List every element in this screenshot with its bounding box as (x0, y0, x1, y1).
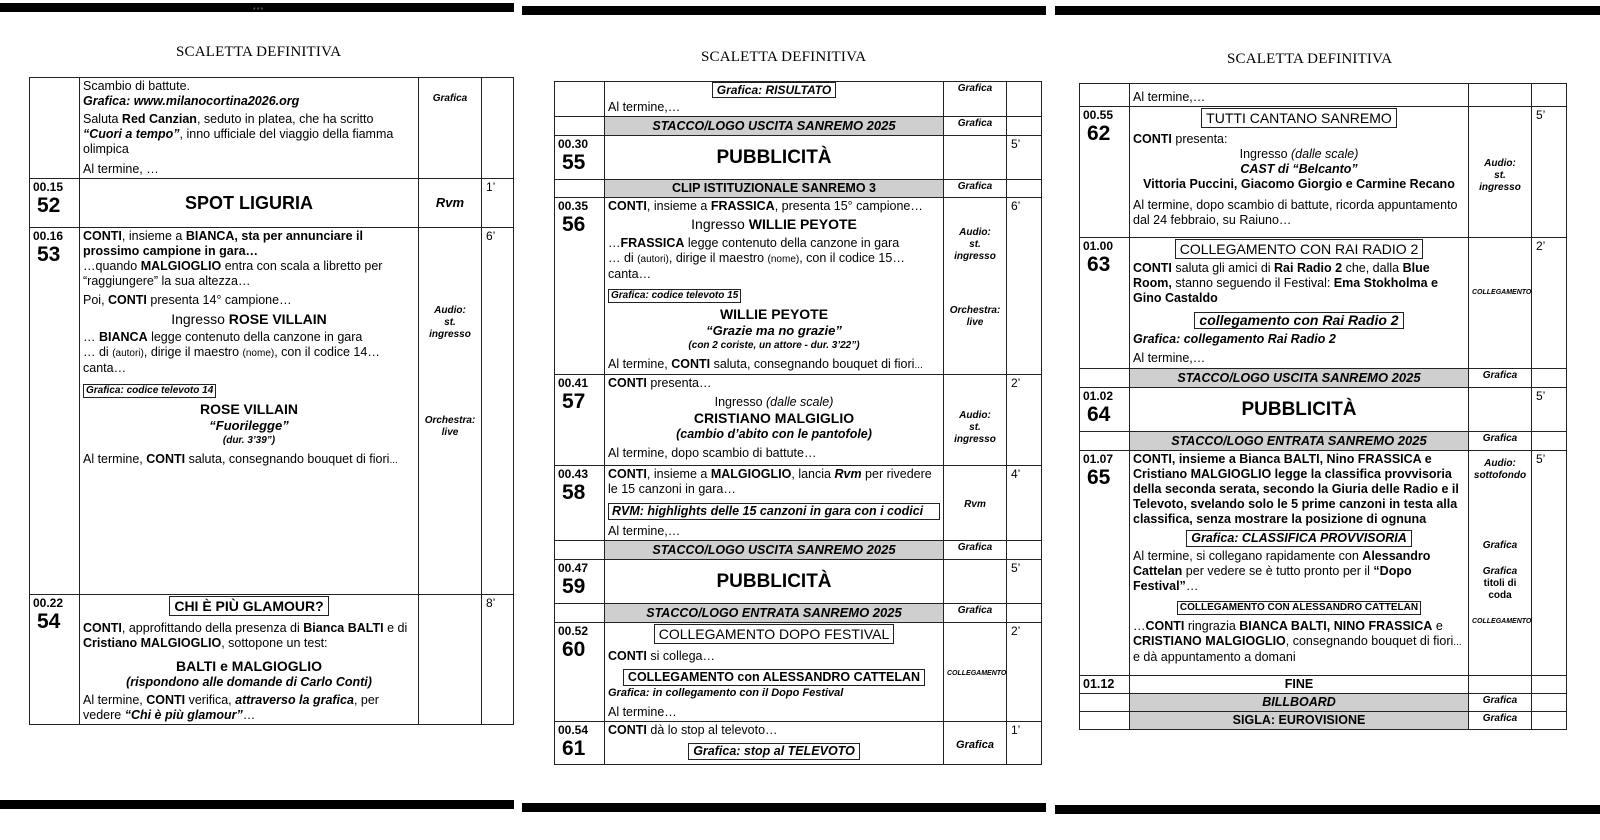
duration-cell (1007, 82, 1042, 117)
time-cell (555, 541, 605, 560)
segment-title: TUTTI CANTANO SANREMO (1201, 108, 1397, 128)
page1-bottom-rule (0, 800, 514, 809)
media-cell: Grafica (944, 180, 1007, 198)
time-cell: 00.54 61 (555, 722, 605, 765)
grafica-tag: Grafica: stop al TELEVOTO (688, 743, 860, 760)
clip-strip: CLIP ISTITUZIONALE SANREMO 3 (605, 180, 944, 198)
media-cell: Audio: st. ingresso (944, 375, 1007, 466)
text-line: Scambio di battute. (83, 79, 191, 93)
time-cell: 00.43 58 (555, 466, 605, 541)
table-row (1080, 676, 1567, 694)
media-cell: COLLEGAMENTO (1469, 238, 1532, 369)
media-cell (1469, 388, 1532, 432)
time-cell: 00.55 62 (1080, 107, 1130, 238)
table-row (555, 604, 1042, 623)
segment-title: COLLEGAMENTO DOPO FESTIVAL (654, 624, 895, 644)
duration-cell (1532, 432, 1567, 451)
time-cell (30, 78, 80, 179)
duration-cell: 1’ (482, 179, 514, 228)
time-cell: 00.16 53 (30, 228, 80, 595)
stacco-strip: STACCO/LOGO USCITA SANREMO 2025 (605, 117, 944, 136)
duration-cell: 6’ (1007, 198, 1042, 375)
stacco-strip: STACCO/LOGO ENTRATA SANREMO 2025 (1130, 432, 1469, 451)
duration-cell: 5’ (1007, 560, 1042, 604)
media-cell: Grafica (1469, 694, 1532, 712)
table-row (1080, 432, 1567, 451)
stacco-strip: STACCO/LOGO USCITA SANREMO 2025 (605, 541, 944, 560)
song-duration: (dur. 3’39”) (222, 435, 276, 446)
time-cell: 01.07 65 (1080, 451, 1130, 676)
media-cell (944, 136, 1007, 180)
link-tag: COLLEGAMENTO con ALESSANDRO CATTELAN (623, 669, 925, 686)
time-cell (1080, 84, 1130, 107)
link-tag: collegamento con Rai Radio 2 (1194, 312, 1403, 329)
duration-cell (1007, 541, 1042, 560)
time-cell (555, 180, 605, 198)
table-row (555, 541, 1042, 560)
song-note: (con 2 coriste, un attore - dur. 3’22”) (688, 340, 860, 351)
media-cell: Grafica (944, 82, 1007, 117)
table-row (555, 722, 1042, 765)
table-row (30, 595, 514, 725)
media-cell: Grafica (944, 117, 1007, 136)
page3-bottom-rule (1055, 805, 1600, 814)
media-cell: Audio: st. ingresso Orchestra: live (944, 198, 1007, 375)
media-cell: COLLEGAMENTO (944, 623, 1007, 722)
content-cell: CONTI, insieme a MALGIOGLIO, lancia Rvm per rivedere le 15 canzoni in gara… RVM: highlights delle 15 canzoni in gara con i codici Al termine,… (605, 466, 944, 541)
page-marker: *** (253, 7, 265, 14)
time-cell (1080, 694, 1130, 712)
media-cell: Audio: sottofondo Grafica Grafica titoli di coda COLLEGAMENTO (1469, 451, 1532, 676)
text-line: Saluta Red Canzian, seduto in platea, che ha scritto “Cuori a tempo”, inno ufficiale del viaggio della fiamma olimpica (83, 112, 394, 156)
media-cell: Rvm (944, 466, 1007, 541)
content-cell: TUTTI CANTANO SANREMO CONTI presenta: Ingresso (dalle scale) CAST di “Belcanto” Vittoria Puccini, Giacomo Giorgio e Carmine Recano Al termine, dopo scambio di battute, ricorda appuntamento dal 24 febbraio, su Raiuno… (1130, 107, 1469, 238)
rvm-tag: RVM: highlights delle 15 canzoni in gara con i codici (612, 504, 924, 518)
duration-cell (1007, 117, 1042, 136)
content-cell: CONTI, insieme a FRASSICA, presenta 15° campione… Ingresso WILLIE PEYOTE …FRASSICA legge contenuto della canzone in gara … di (autori), dirige il maestro (nome), con il codice 15… canta… Grafica: codice televoto 15 WILLIE PEYOTE “Grazie ma no grazie” (con 2 coriste, un attore - dur. 3’22”) Al termine, CONTI saluta, consegnando bouquet di fiori... (605, 198, 944, 375)
content-cell (80, 78, 419, 179)
grafica-tag: Grafica: CLASSIFICA PROVVISORIA (1186, 530, 1412, 547)
grafica-line: Grafica: www.milanocortina2026.org (83, 94, 300, 108)
grafica-tag: Grafica: RISULTATO (712, 82, 836, 98)
duration-cell: 5’ (1532, 451, 1567, 676)
media-cell: Rvm (419, 179, 482, 228)
time-cell: 00.15 52 (30, 179, 80, 228)
duration-cell (1532, 694, 1567, 712)
content-cell: SPOT LIGURIA (80, 179, 419, 228)
time-cell (555, 82, 605, 117)
time-cell (1080, 369, 1130, 388)
table-row (555, 180, 1042, 198)
sigla-strip: SIGLA: EUROVISIONE (1130, 712, 1469, 730)
time-cell: 00.47 59 (555, 560, 605, 604)
grafica-tag: Grafica: codice televoto 15 (608, 289, 741, 303)
time-cell (555, 117, 605, 136)
segment-title: CHI È PIÙ GLAMOUR? (169, 596, 328, 616)
time-cell: 01.02 64 (1080, 388, 1130, 432)
duration-cell: 6’ (482, 228, 514, 595)
stacco-strip: STACCO/LOGO USCITA SANREMO 2025 (1130, 369, 1469, 388)
duration-cell (1532, 712, 1567, 730)
duration-cell: 1’ (1007, 722, 1042, 765)
media-cell: Audio: st. ingresso Orchestra: live (419, 228, 482, 595)
table-row (30, 78, 514, 179)
page2-title: SCALETTA DEFINITIVA (701, 49, 867, 65)
table-row (1080, 84, 1567, 107)
page1-title: SCALETTA DEFINITIVA (176, 44, 342, 60)
content-cell: CONTI presenta… Ingresso (dalle scale) CRISTIANO MALGIGLIO (cambio d’abito con le pantofole) Al termine, dopo scambio di battute… (605, 375, 944, 466)
media-cell: Grafica (944, 604, 1007, 623)
content-cell: CONTI dà lo stop al televoto… Grafica: stop al TELEVOTO (605, 722, 944, 765)
media-cell: Grafica (419, 78, 482, 179)
media-cell (419, 595, 482, 725)
content-cell: COLLEGAMENTO CON RAI RADIO 2 CONTI saluta gli amici di Rai Radio 2 che, dalla Blue Room, stanno seguendo il Festival: Ema Stokholma e Gino Castaldo collegamento con Rai Radio 2 Grafica: collegamento Rai Radio 2 Al termine,… (1130, 238, 1469, 369)
media-cell (944, 560, 1007, 604)
duration-cell (1007, 180, 1042, 198)
table-row (555, 136, 1042, 180)
content-cell: CHI È PIÙ GLAMOUR? CONTI, approfittando della presenza di Bianca BALTI e di Cristiano MALGIOGLIO, sottopone un test: BALTI e MALGIOGLIO (rispondono alle domande di Carlo Conti) Al termine, CONTI verifica, attraverso la grafica, per vedere “Chi è più glamour”… (80, 595, 419, 725)
table-row (555, 623, 1042, 722)
stacco-strip: STACCO/LOGO ENTRATA SANREMO 2025 (605, 604, 944, 623)
duration-cell: 5’ (1007, 136, 1042, 180)
table-row (1080, 712, 1567, 730)
table-row (555, 82, 1042, 117)
page2-rundown-table (554, 81, 1042, 765)
content-cell: Grafica: RISULTATO Al termine,… (605, 82, 944, 117)
duration-cell: 2’ (1007, 623, 1042, 722)
duration-cell: 5’ (1532, 388, 1567, 432)
content-cell: COLLEGAMENTO DOPO FESTIVAL CONTI si collega… COLLEGAMENTO con ALESSANDRO CATTELAN Grafica: in collegamento con il Dopo Festival Al termine… (605, 623, 944, 722)
duration-cell: 8’ (482, 595, 514, 725)
content-cell: Al termine,… (1130, 84, 1469, 107)
page3-top-rule (1055, 6, 1600, 15)
page3-title: SCALETTA DEFINITIVA (1227, 51, 1393, 67)
table-row (1080, 369, 1567, 388)
duration-cell (1532, 369, 1567, 388)
table-row (555, 560, 1042, 604)
table-row (1080, 107, 1567, 238)
artist-name: ROSE VILLAIN (199, 401, 298, 417)
media-cell: Grafica (944, 722, 1007, 765)
content-cell: PUBBLICITÀ (1130, 388, 1469, 432)
artist-name: WILLIE PEYOTE (719, 306, 829, 322)
billboard-strip: BILLBOARD (1130, 694, 1469, 712)
time-cell: 00.52 60 (555, 623, 605, 722)
time-cell: 00.30 55 (555, 136, 605, 180)
time-cell: 00.41 57 (555, 375, 605, 466)
media-cell: Audio: st. ingresso (1469, 107, 1532, 238)
table-row (30, 179, 514, 228)
duration-cell (482, 78, 514, 179)
song-title: “Fuorilegge” (209, 418, 289, 433)
media-cell: Grafica (1469, 432, 1532, 451)
text-line: Al termine, … (83, 162, 159, 176)
media-cell: Grafica (1469, 369, 1532, 388)
time-cell: 01.00 63 (1080, 238, 1130, 369)
table-row (1080, 388, 1567, 432)
duration-cell (1532, 84, 1567, 107)
table-row (555, 117, 1042, 136)
content-cell: PUBBLICITÀ (605, 560, 944, 604)
table-row (30, 228, 514, 595)
segment-title: COLLEGAMENTO CON RAI RADIO 2 (1175, 239, 1424, 259)
page2-top-rule (522, 6, 1046, 15)
duration-cell: 4’ (1007, 466, 1042, 541)
duration-cell (1007, 604, 1042, 623)
page1-rundown-table (29, 77, 514, 725)
table-row (555, 198, 1042, 375)
link-tag: COLLEGAMENTO CON ALESSANDRO CATTELAN (1177, 601, 1421, 615)
content-cell: CONTI, insieme a BIANCA, sta per annunciare il prossimo campione in gara… …quando MALGIOGLIO entra con scala a libretto per “raggiungere” la sua altezza… Poi, CONTI presenta 14° campione… Ingresso ROSE VILLAIN … BIANCA legge contenuto della canzone in gara … di (autori), dirige il maestro (nome), con il codice 14… canta… Grafica: codice televoto 14 ROSE VILLAIN “Fuorilegge” (dur. 3’39”) Al termine, CONTI saluta, consegnando bouquet di fiori... (80, 228, 419, 595)
content-cell: PUBBLICITÀ (605, 136, 944, 180)
media-cell (1469, 84, 1532, 107)
time-cell (1080, 432, 1130, 451)
content-cell: CONTI, insieme a Bianca BALTI, Nino FRASSICA e Cristiano MALGIOGLIO legge la classifica provvisoria della seconda serata, secondo la Giuria delle Radio e il Televoto, svelando solo le 5 prime canzoni in testa alla classifica, senza mostrare la posizione di ognuna Grafica: CLASSIFICA PROVVISORIA Al termine, si collegano rapidamente con Alessandro Cattelan per vedere se è tutto pronto per il “Dopo Festival”… COLLEGAMENTO CON ALESSANDRO CATTELAN …CONTI ringrazia BIANCA BALTI, NINO FRASSICA e CRISTIANO MALGIOGLIO, consegnando bouquet di fiori... e dà appuntamento a domani (1130, 451, 1469, 676)
page2-bottom-rule (522, 803, 1046, 812)
time-cell: 00.35 56 (555, 198, 605, 375)
grafica-tag: Grafica: codice televoto 14 (83, 384, 216, 398)
table-row (555, 466, 1042, 541)
fine-cell: FINE (1130, 676, 1469, 694)
time-cell: 00.22 54 (30, 595, 80, 725)
duration-cell: 2’ (1007, 375, 1042, 466)
page3-rundown-table (1079, 83, 1567, 730)
media-cell: Grafica (1469, 712, 1532, 730)
time-cell (555, 604, 605, 623)
duration-cell: 2’ (1532, 238, 1567, 369)
media-cell: Grafica (944, 541, 1007, 560)
duration-cell: 5’ (1532, 107, 1567, 238)
table-row (1080, 238, 1567, 369)
table-row (555, 375, 1042, 466)
table-row (1080, 694, 1567, 712)
time-cell (1080, 712, 1130, 730)
media-cell (1469, 676, 1532, 694)
song-title: “Grazie ma no grazie” (706, 323, 842, 338)
duration-cell (1532, 676, 1567, 694)
time-cell: 01.12 (1080, 676, 1130, 694)
table-row (1080, 451, 1567, 676)
